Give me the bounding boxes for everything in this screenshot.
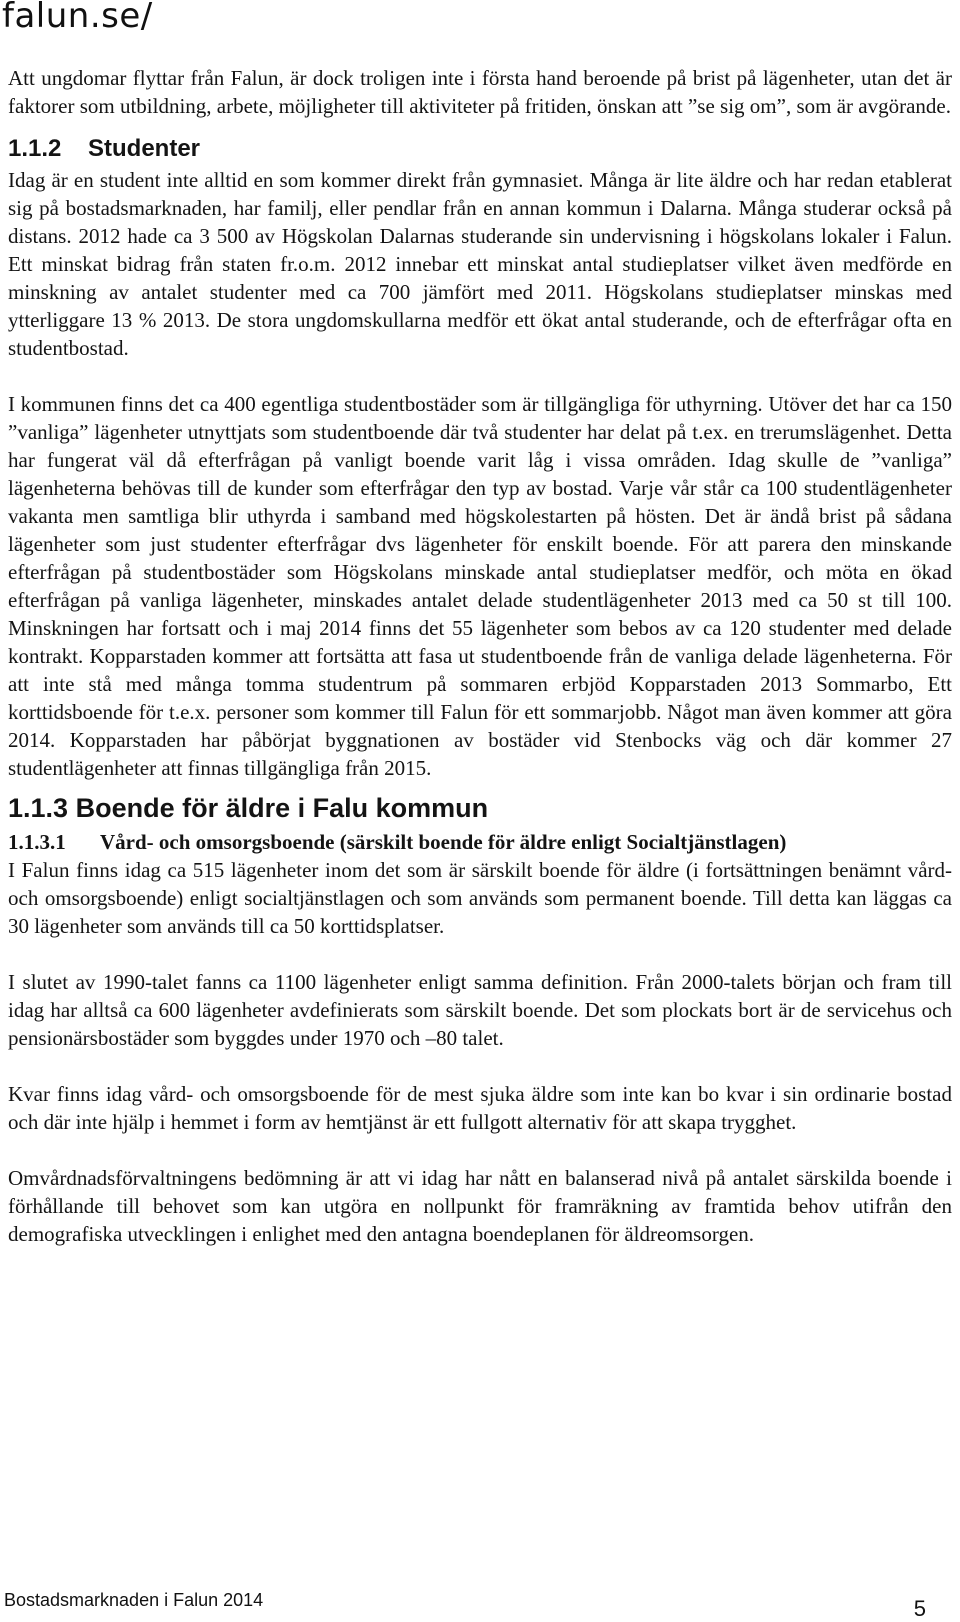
subsection-title: Vård- och omsorgsboende (särskilt boende för äldre enligt Socialtjänstlagen) [100,830,787,854]
section-title: Studenter [88,135,201,162]
vard-paragraph-2: I slutet av 1990-talet fanns ca 1100 lägenheter enligt samma definition. Från 2000-talets början och fram till idag har alltså ca 600 lägenheter avdefinierats som särskilt boende. Det som plockats bort är de servicehus och pensionärsbostäder som byggdes under 1970 och –80 talet. [8,970,952,1050]
intro-paragraph: Att ungdomar flyttar från Falun, är dock troligen inte i första hand beroende på brist på lägenheter, utan det är faktorer som utbildning, arbete, möjligheter till aktiviteter på fritiden, önskan att ”se sig om”, som är avgörande. [8,66,952,118]
section-number: 1.1.3 [8,793,69,823]
footer-title: Bostadsmarknaden i Falun 2014 [4,1590,264,1610]
vard-paragraph-1: I Falun finns idag ca 515 lägenheter inom det som är särskilt boende för äldre (i fortsättningen benämnt vård- och omsorgsboende) enligt socialtjänstlagen och som används som permanent boende. Till detta kan läggas ca 30 lägenheter som används till ca 50 korttidsplatser. [8,858,952,938]
subsection-number: 1.1.3.1 [8,830,66,854]
section-number: 1.1.2 [8,135,62,162]
section-title: Boende för äldre i Falu kommun [75,793,489,823]
section-heading-boende-aldre [8,792,952,824]
section-heading-studenter [8,134,952,164]
vard-paragraph-3: Kvar finns idag vård- och omsorgsboende för de mest sjuka äldre som inte kan bo kvar i sin ordinarie bostad och där inte hjälp i hemmet i form av hemtjänst är ett fullgott alternativ för att skapa trygghet. [8,1082,952,1134]
document-body [8,64,952,1248]
studenter-paragraph-1: Idag är en student inte alltid en som kommer direkt från gymnasiet. Många är lite äldre och har redan etablerat sig på bostadsmarknaden, har familj, eller pendlar från en annan kommun i Dalarna. Många studerar också på distans. 2012 hade ca 3 500 av Högskolan Dalarnas studerande sin undervisning i högskolans lokaler i Falun. Ett minskat bidrag från staten fr.o.m. 2012 innebar ett minskat antal studieplatser vilket även medförde en minskning av antalet studenter med ca 700 jämfört med 2011. Högskolans studieplatser minskas med ytterliggare 13 % 2013. De stora ungdomskullarna medför ett ökat antal studerande, och de efterfrågar ofta en studentbostad. [8,168,952,360]
page-number: 5 [913,1596,926,1621]
falun-logo: falun.se/ [2,0,153,36]
subsection-heading-vardboende [8,828,952,856]
vard-paragraph-4: Omvårdnadsförvaltningens bedömning är att vi idag har nått en balanserad nivå på antalet särskilda boende i förhållande till behovet som kan utgöra en nollpunkt för framräkning av framtida behov utifrån den demografiska utvecklingen i enlighet med den antagna boendeplanen för äldreomsorgen. [8,1166,952,1246]
studenter-paragraph-2: I kommunen finns det ca 400 egentliga studentbostäder som är tillgängliga för uthyrning. Utöver det har ca 150 ”vanliga” lägenheter utnyttjats som studentboende där två studenter har delat på t.ex. en trerumslägenhet. Detta har fungerat väl då efterfrågan på vanligt boende varit låg i vissa områden. Idag skulle de ”vanliga” lägenheterna behövas till de kunder som efterfrågar den typ av bostad. Varje vår står ca 100 studentlägenheter vakanta men samtliga blir uthyrda i samband med högskolestarten på hösten. Det är ändå brist på sådana lägenheter som just studenter efterfrågar dvs lägenheter för enskilt boende. För att parera den minskande efterfrågan på studentbostäder som Högskolans minskade antal studieplatser medför, och möta en ökad efterfrågan på vanliga lägenheter, minskades antalet delade studentlägenheter 2013 med ca 50 st till 100. Minskningen har fortsatt och i maj 2014 finns det 55 lägenheter som bebos av ca 120 studenter med delade kontrakt. Kopparstaden kommer att fortsätta att fasa ut studentboende från de vanliga delade lägenheterna. För att inte stå med många tomma studentrum på sommaren erbjöd Kopparstaden 2013 Sommarbo, Ett korttidsboende för t.e.x. personer som kommer till Falun för ett sommarjobb. Något man även kommer att göra 2014. Kopparstaden har påbörjat byggnationen av bostäder vid Stenbocks väg och där kommer 27 studentlägenheter att finnas tillgängliga från 2015. [8,392,952,780]
